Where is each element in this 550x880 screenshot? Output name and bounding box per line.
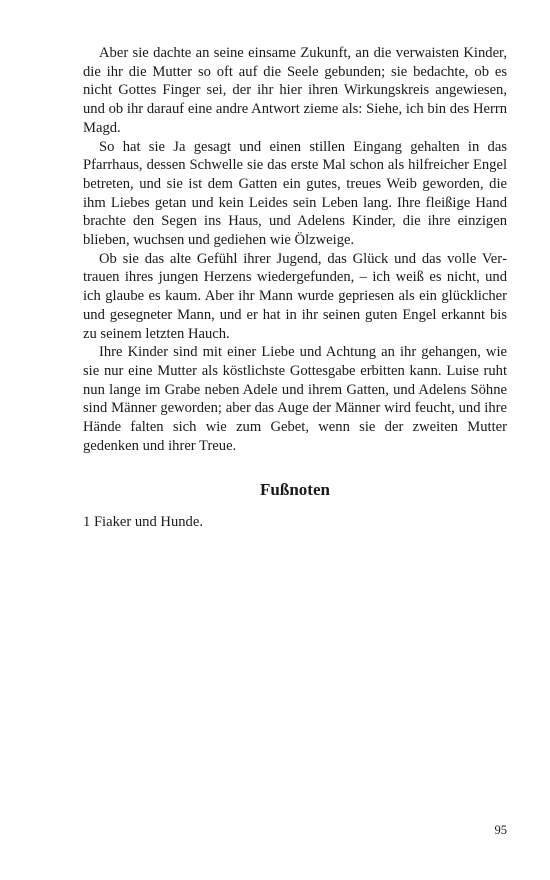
footnotes-heading: Fußnoten	[260, 480, 330, 500]
page-number: 95	[494, 823, 507, 837]
footnote-1: 1 Fiaker und Hunde.	[83, 514, 203, 531]
paragraph-4: Ihre Kinder sind mit einer Liebe und Achtung an ihr gehangen, wie sie nur eine Mutter als köstlichste Gottesgabe erbitten kann. Luise ruht nun lange im Grabe neben Adele und ihrem Gatten, und Adelens Söhne sind Männer geworden; aber das Auge der Männer wird feucht, und ihre Hände falten sich wie zum Gebet, wenn sie der zweiten Mutter gedenken und ihrer Treue.	[83, 344, 507, 454]
page-content	[83, 44, 507, 532]
paragraph-3: Ob sie das alte Gefühl ihrer Jugend, das Glück und das volle Vertrauen ihres jungen Herzens wiedergefunden, – ich weiß es nicht, und ich glaube es kaum. Aber ihr Mann wurde gepriesen als ein glücklicher und gesegneter Mann, und er hat in ihr seinen guten Engel erkannt bis zu seinem letzten Hauch.	[83, 250, 507, 342]
paragraph-2: So hat sie Ja gesagt und einen stillen Eingang gehalten in das Pfarrhaus, dessen Schwelle sie das erste Mal schon als hilfreicher Engel betreten, und sie ist dem Gatten ein gutes, treues Weib geworden, die ihm Liebes getan und kein Leides sein Leben lang. Ihre fleißige Hand brachte den Segen ins Haus, und Adelens Kinder, die ihre einzigen blieben, wuchsen und gediehen wie Ölzweige.	[83, 138, 507, 249]
paragraph-1: Aber sie dachte an seine einsame Zukunft, an die verwaisten Kinder, die ihr die Mutter so oft auf die Seele gebunden; sie bedachte, ob es nicht Gottes Finger sei, der ihr hier ihren Wirkungskreis angewiesen, und ob ihr darauf eine andre Antwort zieme als: Siehe, ich bin des Herrn Magd.	[83, 45, 507, 136]
